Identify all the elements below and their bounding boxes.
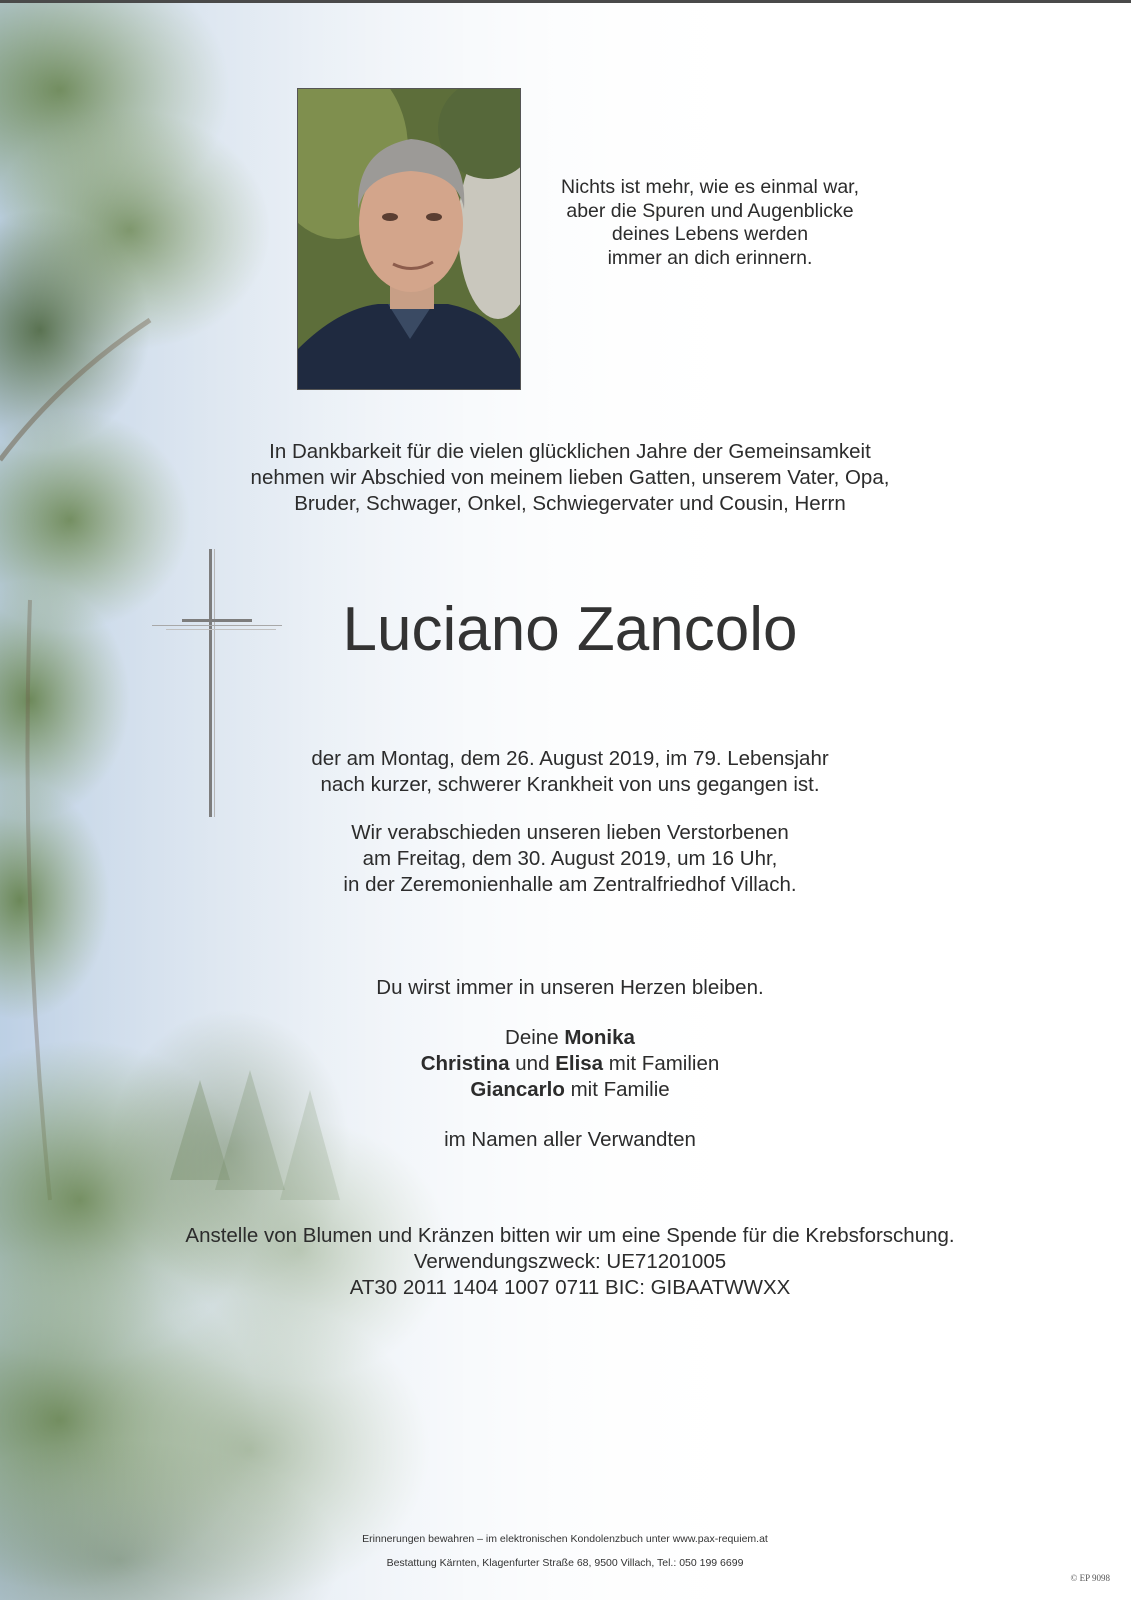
donation-request [100,1223,1040,1301]
intro-line: Bruder, Schwager, Onkel, Schwiegervater und Cousin, Herrn [294,492,846,515]
footer-funeral-home: Bestattung Kärnten, Klagenfurter Straße 68, 9500 Villach, Tel.: 050 199 6699 [386,1557,744,1569]
footer-condolence-book: Erinnerungen bewahren – im elektronischen Kondolenzbuch unter www.pax-requiem.at [362,1533,768,1545]
family-line-son [200,1077,940,1103]
family-name: Christina [420,1052,510,1075]
death-notice-line: nach kurzer, schwerer Krankheit von uns gegangen ist. [320,773,820,796]
intro-paragraph [120,439,1020,517]
donation-bank-details: AT30 2011 1404 1007 0711 BIC: GIBAATWWXX [349,1276,791,1299]
portrait-photo [297,88,521,390]
service-line: Wir verabschieden unseren lieben Verstorbenen [351,821,789,844]
deceased-name: Luciano Zancolo [342,595,798,664]
relatives-line: im Namen aller Verwandten [444,1128,696,1151]
family-name: Elisa [555,1052,604,1075]
memorial-quote [520,176,900,270]
service-line: am Freitag, dem 30. August 2019, um 16 Uhr, [362,847,778,870]
family-line-children [200,1051,940,1077]
death-notice-line: der am Montag, dem 26. August 2019, im 79. Lebensjahr [311,747,829,770]
family-line-spouse [200,1025,940,1051]
family-suffix: mit Familie [570,1078,670,1101]
donation-reference: Verwendungszweck: UE71201005 [413,1250,727,1273]
intro-line: In Dankbarkeit für die vielen glücklichen Jahre der Gemeinsamkeit [269,440,871,463]
family-name: Giancarlo [470,1078,565,1101]
family-signatures [200,1025,940,1103]
top-border-line [0,0,1131,3]
donation-line: Anstelle von Blumen und Kränzen bitten wir um eine Spende für die Krebsforschung. [185,1224,955,1247]
family-suffix: mit Familien [608,1052,720,1075]
family-name: Monika [564,1026,635,1049]
family-prefix: Deine [505,1026,559,1049]
quote-line: Nichts ist mehr, wie es einmal war, [560,176,859,198]
print-code: © EP 9098 [1070,1573,1110,1583]
remembrance-motto: Du wirst immer in unseren Herzen bleiben. [376,976,764,999]
family-conjunction: und [515,1052,550,1075]
quote-line: aber die Spuren und Augenblicke [566,199,854,222]
intro-line: nehmen wir Abschied von meinem lieben Gatten, unserem Vater, Opa, [250,466,890,489]
service-line: in der Zeremonienhalle am Zentralfriedhof Villach. [343,873,797,896]
funeral-service-info [200,820,940,898]
quote-line: immer an dich erinnern. [607,246,813,269]
death-notice [200,746,940,798]
quote-line: deines Lebens werden [611,223,809,245]
